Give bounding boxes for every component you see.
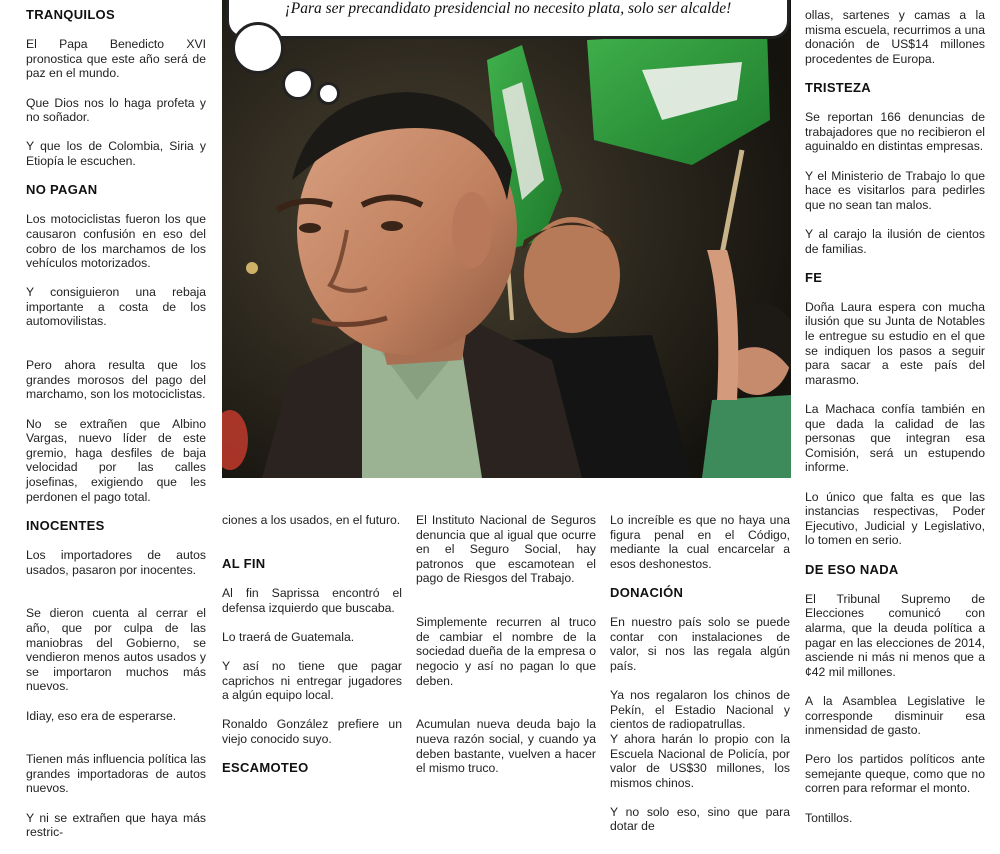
photo-illustration — [222, 0, 791, 478]
paragraph: Los importadores de autos usados, pasaron por inocentes. — [26, 547, 206, 577]
section-head-no-pagan: NO PAGAN — [26, 182, 98, 198]
paragraph: La Machaca confía también en que dada la calidad de las personas que integran esa Comisión, será un estupendo informe. — [805, 402, 985, 475]
paragraph: El Papa Benedicto XVI pronostica que este año será de paz en el mundo. — [26, 37, 206, 81]
paragraph: Tienen más influencia política las grandes importadoras de autos nuevos. — [26, 752, 206, 796]
section-head-fe: FE — [805, 269, 823, 285]
paragraph: Lo traerá de Guatemala. — [222, 629, 355, 644]
paragraph: Se reportan 166 denuncias de trabajadores que no recibieron el aguinaldo en distintas empresas. — [805, 110, 985, 154]
paragraph: Ronaldo González prefiere un viejo conocido suyo. — [222, 717, 402, 746]
section-head-inocentes: INOCENTES — [26, 517, 105, 533]
bubble-quote: ¡Para ser precandidato presidencial no necesito plata, solo ser alcalde! — [284, 0, 732, 17]
paragraph: Y no solo eso, sino que para dotar de — [610, 804, 790, 834]
section-head-donacion: DONACIÓN — [610, 584, 684, 600]
paragraph: Acumulan nueva deuda bajo la nueva razón social, y cuando ya deben bastante, vuelven a hacer el mismo truco. — [416, 717, 596, 776]
column-5 — [805, 8, 985, 840]
paragraph: Y el Ministerio de Trabajo lo que hace es visitarlos para pedirles que no sean tan malos. — [805, 168, 985, 212]
paragraph: Y que los de Colombia, Siria y Etiopía le escuchen. — [26, 139, 206, 168]
paragraph: Ya nos regalaron los chinos de Pekín, el Estadio Nacional y cientos de radiopatrullas. — [610, 688, 790, 732]
paragraph: ciones a los usados, en el futuro. — [222, 513, 401, 527]
paragraph: Y ahora harán lo propio con la Escuela Nacional de Policía, por valor de US$30 millones, los mismos chinos. — [610, 731, 790, 790]
column-4 — [610, 513, 790, 849]
paragraph: Que Dios nos lo haga profeta y no soñador. — [26, 95, 206, 125]
section-head-tristeza: TRISTEZA — [805, 79, 871, 95]
paragraph: El Instituto Nacional de Seguros denuncia que al igual que ocurre en el Seguro Social, hay patronos que escamotean el pago de Riesgos del Trabajo. — [416, 513, 596, 586]
paragraph: Idiay, eso era de esperarse. — [26, 708, 177, 723]
paragraph: Tontillos. — [805, 810, 853, 825]
paragraph: Lo increíble es que no haya una figura penal en el Código, mediante la cual encarcelar a esos deshonestos. — [610, 513, 790, 571]
paragraph: Y ni se extrañen que haya más restric- — [26, 810, 206, 840]
paragraph: Y al carajo la ilusión de cientos de familias. — [805, 226, 985, 256]
paragraph: A la Asamblea Legislative le corresponde disminuir esa inmensidad de gasto. — [805, 693, 985, 738]
paragraph: En nuestro país solo se puede contar con instalaciones de valor, si nos las regala algún país. — [610, 615, 790, 673]
section-head-escamoteo: ESCAMOTEO — [222, 760, 309, 776]
paragraph: Y así no tiene que pagar caprichos ni entregar jugadores a algún equipo local. — [222, 658, 402, 703]
section-head-tranquilos: TRANQUILOS — [26, 7, 115, 22]
paragraph: Los motociclistas fueron los que causaron confusión en eso del cobro de los marchamos de los vehículos motorizados. — [26, 212, 206, 271]
paragraph: Se dieron cuenta al cerrar el año, que por culpa de las maniobras del Gobierno, se vendieron menos autos usados y se importaron muchos más nuevos. — [26, 606, 206, 694]
paragraph: Lo único que falta es que las instancias respectivas, Poder Ejecutivo, Judicial y Legislativo, lo tomen en serio. — [805, 489, 985, 548]
news-photo — [222, 0, 791, 478]
column-1 — [26, 8, 206, 854]
column-3 — [416, 513, 596, 790]
paragraph: Al fin Saprissa encontró el defensa izquierdo que buscaba. — [222, 585, 402, 615]
section-head-de-eso-nada: DE ESO NADA — [805, 561, 899, 577]
paragraph: Doña Laura espera con mucha ilusión que su Junta de Notables le entregue su estudio en el que se indiquen los pasos a seguir para sacar a este país del marasmo. — [805, 299, 985, 387]
paragraph: Simplemente recurren al truco de cambiar el nombre de la sociedad dueña de la empresa o negocio y así no pagan lo que deben. — [416, 615, 596, 688]
section-head-al-fin: AL FIN — [222, 555, 266, 571]
paragraph: Y consiguieron una rebaja importante a costa de los automovilistas. — [26, 285, 206, 329]
paragraph: Pero ahora resulta que los grandes morosos del pago del marchamo, son los motociclistas. — [26, 358, 206, 402]
paragraph: El Tribunal Supremo de Elecciones comunicó con alarma, que la deuda política a pagar en las elecciones de 2014, asciende ni más ni menos que a ¢42 mil millones. — [805, 591, 985, 679]
paragraph: No se extrañen que Albino Vargas, nuevo líder de este gremio, haga desfiles de baja velocidad por las calles josefinas, exigiendo que les perdonen el pago total. — [26, 416, 206, 504]
paragraph: Pero los partidos políticos ante semejante queque, como que no corren para reformar el monto. — [805, 752, 985, 796]
paragraph: ollas, sartenes y camas a la misma escuela, recurrimos a una donación de US$14 millones procedentes de Europa. — [805, 8, 985, 66]
column-2 — [222, 513, 402, 790]
